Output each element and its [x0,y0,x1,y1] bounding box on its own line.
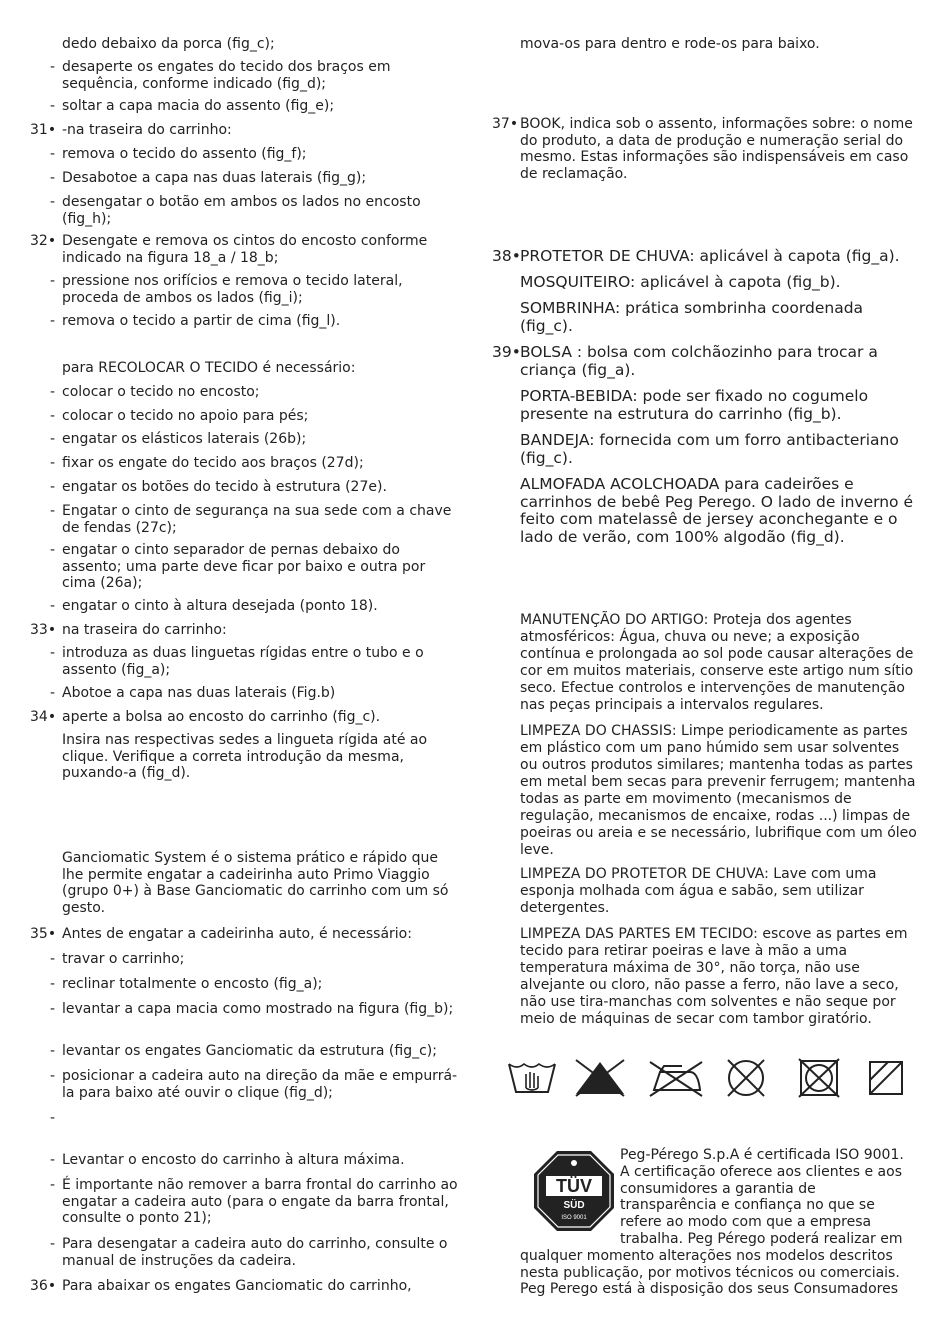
list-item: SOMBRINHA: prática sombrinha coordenada (fig_c). [520,299,864,335]
list-item: - soltar a capa macia do assento (fig_e); [50,98,335,114]
svg-text:TÜV: TÜV [556,1176,592,1196]
maintenance-paragraph: LIMPEZA DO CHASSIS: Limpe periodicamente as partes em plástico com um pano húmido sem usar solventes ou outros produtos similares; mantenha todas as partes em metal bem secas para prevenir ferrugem; mantenha todas as parte em movimento (mecanismos de regulação, mecanismos de encaixe, rodas ...) limpas de poeiras ou areia e se necessário, lubrifique com um óleo leve. [520,723,917,858]
list-item: - engatar os elásticos laterais (26b); [50,431,307,447]
list-item: - desengatar o botão em ambos os lados no encosto (fig_h); [50,194,421,227]
list-item: 35• Antes de engatar a cadeirinha auto, é necessário: [30,926,412,942]
list-item: - travar o carrinho; [50,951,185,967]
list-item: 33• na traseira do carrinho: [30,622,227,638]
list-item: - colocar o tecido no apoio para pés; [50,408,309,424]
list-item: - Levantar o encosto do carrinho à altura máxima. [50,1152,405,1168]
list-item: 37• BOOK, indica sob o assento, informações sobre: o nome do produto, a data de produção e numeração serial do mesmo. Estas informações são indispensáveis em caso de reclamação. [492,116,913,182]
list-item: - posicionar a cadeira auto na direção da mãe e empurrá-la para baixo até ouvir o clique (fig_d); [50,1068,458,1101]
list-item: - pressione nos orifícios e remova o tecido lateral, proceda de ambos os lados (fig_i); [50,273,403,306]
list-item: - levantar a capa macia como mostrado na figura (fig_b); [50,1001,454,1017]
no-iron-icon [646,1058,706,1098]
list-item: 39• BOLSA : bolsa com colchãozinho para trocar a criança (fig_a). [492,343,878,379]
list-item: para RECOLOCAR O TECIDO é necessário: [62,360,356,376]
list-item: MOSQUITEIRO: aplicável à capota (fig_b). [520,273,841,291]
list-item: 34• aperte a bolsa ao encosto do carrinho (fig_c). [30,709,381,725]
list-item: - fixar os engate do tecido aos braços (27d); [50,455,364,471]
list-item: - Abotoe a capa nas duas laterais (Fig.b) [50,685,336,701]
maintenance-paragraph: LIMPEZA DO PROTETOR DE CHUVA: Lave com uma esponja molhada com água e sabão, sem utilizar detergentes. [520,866,877,916]
list-item: - levantar os engates Ganciomatic da estrutura (fig_c); [50,1043,437,1059]
list-item: - remova o tecido a partir de cima (fig_l). [50,313,341,329]
list-item: - Para desengatar a cadeira auto do carrinho, consulte o manual de instruções da cadeira. [50,1236,448,1269]
list-item: - reclinar totalmente o encosto (fig_a); [50,976,323,992]
hand-wash-icon [506,1058,558,1098]
list-item: dedo debaixo da porca (fig_c); [62,36,275,52]
list-item: PORTA-BEBIDA: pode ser fixado no cogumelo presente na estrutura do carrinho (fig_b). [520,387,869,423]
svg-text:SÜD: SÜD [563,1200,585,1211]
certification-text: Peg-Pérego S.p.A é certificada ISO 9001. A certificação oferece aos clientes e aos consumidores a garantia de transparência e confiança no que se refere ao modo com que a empresa trabalha. Peg Pérego poderá realizar em qualquer momento alterações nos modelos descritos nesta publicação, por motivos técnicos ou comerciais. Peg Perego está à disposição dos seus Consumadores [520,1147,904,1298]
list-item: 38• PROTETOR DE CHUVA: aplicável à capota (fig_a). [492,247,900,265]
care-icons [506,1058,906,1100]
list-item: - remova o tecido do assento (fig_f); [50,146,307,162]
list-item: 32• Desengate e remova os cintos do encosto conforme indicado na figura 18_a / 18_b; [30,233,428,266]
svg-text:ISO 9001: ISO 9001 [561,1215,587,1221]
list-item: - É importante não remover a barra frontal do carrinho ao engatar a cadeira auto (para o engate da barra frontal, consulte o ponto 21); [50,1177,458,1227]
list-item: - Engatar o cinto de segurança na sua sede com a chave de fendas (27c); [50,503,452,536]
list-item: Insira nas respectivas sedes a lingueta rígida até ao clique. Verifique a correta introdução da mesma, puxando-a (fig_d). [62,732,428,782]
list-item: - colocar o tecido no encosto; [50,384,260,400]
list-item: 31• -na traseira do carrinho: [30,122,232,138]
list-item: mova-os para dentro e rode-os para baixo. [520,36,820,52]
list-item: - engatar os botões do tecido à estrutura (27e). [50,479,387,495]
list-item: 36• Para abaixar os engates Ganciomatic do carrinho, [30,1278,412,1294]
list-item: - introduza as duas linguetas rígidas entre o tubo e o assento (fig_a); [50,645,424,678]
list-item: - Desabotoe a capa nas duas laterais (fig_g); [50,170,367,186]
no-bleach-icon [572,1058,628,1098]
list-item: ALMOFADA ACOLCHOADA para cadeirões e carrinhos de bebê Peg Perego. O lado de inverno é feito com matelassê de jersey aconchegante e o lado de verão, com 100% algodão (fig_d). [520,475,914,546]
dry-flat-shade-icon [866,1058,906,1098]
list-item: - engatar o cinto à altura desejada (ponto 18). [50,598,378,614]
maintenance-paragraph: MANUTENÇÃO DO ARTIGO: Proteja dos agentes atmosféricos: Água, chuva ou neve; a exposição contínua e prolongada ao sol pode causar alterações de cor em muitos materiais, conserve este artigo num sítio seco. Efectue controlos e intervenções de manutenção nas peças principais a intervalos regulares. [520,612,914,713]
maintenance-paragraph: LIMPEZA DAS PARTES EM TECIDO: escove as partes em tecido para retirar poeiras e lave à mão a uma temperatura máxima de 30°, não torça, não use alvejante ou cloro, não passe a ferro, não lave a seco, não use tira-manchas com solventes e não seque por meio de máquinas de secar com tambor giratório. [520,926,908,1027]
no-tumble-dry-icon [796,1058,842,1098]
list-item: Ganciomatic System é o sistema prático e rápido que lhe permite engatar a cadeirinha auto Primo Viaggio (grupo 0+) à Base Ganciomatic do carrinho com um só gesto. [62,850,449,916]
no-dry-clean-icon [720,1058,772,1098]
list-item: BANDEJA: fornecida com um forro antibacteriano (fig_c). [520,431,899,467]
list-item: - engatar o cinto separador de pernas debaixo do assento; uma parte deve ficar por baixo e outra por cima (26a); [50,542,426,592]
list-item: - desaperte os engates do tecido dos braços em sequência, conforme indicado (fig_d); [50,59,391,92]
